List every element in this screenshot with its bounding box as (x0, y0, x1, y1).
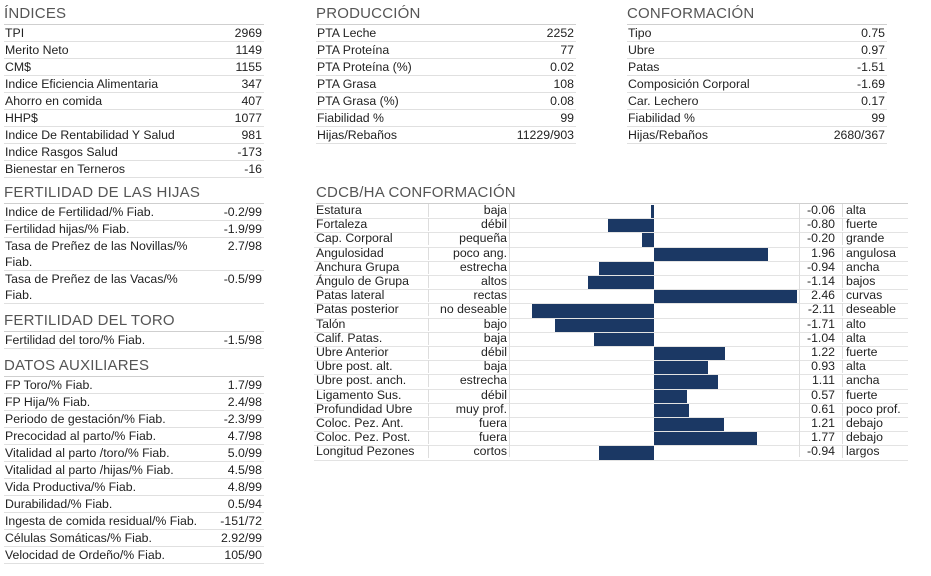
row-value: -0.5/99 (223, 272, 262, 286)
value-label: 0.93 (811, 359, 835, 374)
high-label: alta (842, 204, 866, 217)
row-label: PTA Proteína (%) (317, 60, 412, 74)
value-label: -2.11 (807, 302, 835, 317)
bar (654, 390, 687, 403)
low-label: estrecha (428, 374, 507, 387)
auxiliares-row (4, 445, 264, 462)
bar (588, 276, 654, 289)
row-label: Fertilidad del toro/% Fiab. (5, 333, 146, 347)
row-label: Fertilidad hijas/% Fiab. (5, 222, 130, 236)
produccion-row (316, 110, 576, 127)
high-label: poco prof. (842, 403, 901, 416)
trait-label: Ubre post. alt. (316, 359, 393, 374)
row-label: Indice Rasgos Salud (5, 145, 118, 159)
value-label: -1.71 (806, 316, 835, 331)
value-label: 0.57 (811, 387, 835, 402)
low-label: pequeña (428, 232, 507, 245)
value-label: -0.94 (806, 259, 835, 274)
high-label: largos (842, 445, 880, 458)
high-label: alto (842, 318, 866, 331)
trait-label: Ángulo de Grupa (316, 274, 409, 288)
fertilidad-hijas-title: FERTILIDAD DE LAS HIJAS (4, 184, 264, 204)
bar (642, 233, 654, 246)
value-label: 1.77 (811, 430, 835, 445)
high-label: fuerte (842, 346, 877, 359)
trait-label: Patas lateral (316, 288, 385, 303)
row-label: Car. Lechero (628, 94, 699, 108)
conformacion-table (627, 25, 887, 144)
produccion-table (316, 25, 576, 144)
row-value: 11229/903 (516, 128, 574, 142)
row-value: 0.75 (861, 26, 885, 40)
low-label: rectas (428, 289, 507, 302)
produccion-row (316, 76, 576, 93)
row-label: Ahorro en comida (5, 94, 103, 108)
low-label: débil (428, 218, 507, 231)
low-label: débil (428, 346, 507, 359)
row-label: Fiabilidad % (317, 111, 384, 125)
fertilidad-toro-table (4, 332, 264, 349)
row-label: TPI (5, 26, 25, 40)
row-label: PTA Proteína (317, 43, 390, 57)
auxiliares-row (4, 411, 264, 428)
indices-row (4, 110, 264, 127)
row-value: 1149 (235, 43, 262, 57)
indices-row (4, 76, 264, 93)
value-label: 0.61 (811, 401, 835, 416)
low-label: débil (428, 389, 507, 402)
bar (654, 418, 724, 431)
trait-label: Ligamento Sus. (316, 387, 402, 402)
low-label: poco ang. (428, 247, 507, 260)
produccion-title: PRODUCCIÓN (316, 5, 576, 25)
bar (654, 347, 725, 360)
indices-row (4, 93, 264, 110)
row-value: 77 (560, 43, 574, 57)
bar (594, 333, 654, 346)
bar (654, 375, 718, 388)
row-label: Hijas/Rebaños (628, 128, 708, 142)
row-value: 1155 (235, 60, 262, 74)
trait-label: Fortaleza (316, 217, 368, 232)
trait-label: Estatura (316, 203, 362, 217)
fertilidad-hijas-table (4, 204, 264, 304)
auxiliares-row (4, 462, 264, 479)
auxiliares-row (4, 377, 264, 394)
low-label: baja (428, 360, 507, 373)
row-label: Vitalidad al parto /hijas/% Fiab. (5, 463, 174, 477)
low-label: estrecha (428, 261, 507, 274)
low-label: altos (428, 275, 507, 288)
conformacion-row (627, 42, 887, 59)
row-label: Durabilidad/% Fiab. (5, 497, 113, 511)
row-label: Ubre (628, 43, 655, 57)
low-label: muy prof. (428, 403, 507, 416)
trait-label: Talón (316, 316, 346, 331)
auxiliares-table (4, 377, 264, 564)
value-label: 1.21 (811, 416, 835, 430)
row-value: 2.4/98 (227, 395, 262, 409)
value-label: -0.94 (806, 444, 835, 459)
row-value: -16 (244, 162, 262, 176)
row-value: 2252 (546, 26, 574, 40)
row-label: FP Hija/% Fiab. (5, 395, 91, 409)
row-label: Hijas/Rebaños (317, 128, 397, 142)
trait-label: Patas posterior (316, 302, 399, 317)
row-label: Velocidad de Ordeño/% Fiab. (5, 548, 165, 562)
trait-label: Ubre post. anch. (316, 373, 407, 388)
low-label: baja (428, 204, 507, 217)
row-value: 105/90 (224, 548, 262, 562)
row-label: Vida Productiva/% Fiab. (5, 480, 137, 494)
value-label: -1.14 (806, 274, 835, 288)
auxiliares-row (4, 479, 264, 496)
low-label: fuera (428, 431, 507, 444)
indices-row (4, 127, 264, 144)
trait-label: Profundidad Ubre (316, 401, 413, 416)
row-value: 1077 (234, 111, 262, 125)
conformacion-row (627, 25, 887, 42)
row-label: Precocidad al parto/% Fiab. (5, 429, 157, 443)
row-label: Tasa de Preñez de las Vacas/% Fiab. (5, 272, 178, 302)
bar (654, 404, 689, 417)
high-label: fuerte (842, 389, 877, 402)
trait-label: Angulosidad (316, 245, 384, 260)
auxiliares-row (4, 394, 264, 411)
high-label: ancha (842, 374, 880, 387)
auxiliares-row (4, 530, 264, 547)
indices-row (4, 144, 264, 161)
bar (532, 304, 654, 317)
chart-bars (509, 204, 799, 459)
high-label: alta (842, 332, 866, 345)
row-label: Vitalidad al parto /toro/% Fiab. (5, 446, 170, 460)
indices-row (4, 42, 264, 59)
row-value: 0.97 (861, 43, 885, 57)
row-value: -151/72 (220, 514, 262, 528)
row-label: Tasa de Preñez de las Novillas/% Fiab. (5, 239, 188, 269)
high-label: ancha (842, 261, 880, 274)
indices-title: ÍNDICES (4, 5, 264, 25)
row-value: 2.92/99 (220, 531, 262, 545)
conformacion-row (627, 110, 887, 127)
row-label: Composición Corporal (628, 77, 750, 91)
produccion-row (316, 25, 576, 42)
bar (654, 248, 768, 261)
row-value: -1.69 (856, 77, 885, 91)
bar (654, 290, 797, 303)
indices-row (4, 161, 264, 178)
low-label: baja (428, 332, 507, 345)
high-label: deseable (842, 303, 896, 316)
value-label: -0.20 (806, 231, 835, 246)
bar (654, 361, 708, 374)
value-label: 2.46 (811, 288, 835, 303)
row-value: 0.5/94 (227, 497, 262, 511)
conformacion-title: CONFORMACIÓN (627, 5, 887, 25)
row-label: Patas (628, 60, 660, 74)
conformacion-row (627, 76, 887, 93)
row-value: 4.7/98 (227, 429, 262, 443)
auxiliares-row (4, 547, 264, 564)
fertilidad-hijas-row (4, 221, 264, 238)
row-value: 0.02 (550, 60, 574, 74)
fertilidad-hijas-row (4, 271, 264, 304)
value-label: 1.11 (811, 373, 835, 388)
high-label: curvas (842, 289, 882, 302)
row-value: -0.2/99 (223, 205, 262, 219)
row-value: 108 (553, 77, 574, 91)
produccion-row (316, 42, 576, 59)
row-value: 0.08 (550, 94, 574, 108)
high-label: alta (842, 360, 866, 373)
indices-row (4, 59, 264, 76)
row-value: 4.5/98 (227, 463, 262, 477)
auxiliares-row (4, 428, 264, 445)
row-value: 347 (241, 77, 262, 91)
trait-label: Coloc. Pez. Post. (316, 430, 411, 445)
high-label: bajos (842, 275, 875, 288)
row-label: Células Somáticas/% Fiab. (5, 531, 152, 545)
row-label: HHP$ (5, 111, 38, 125)
row-label: CM$ (5, 60, 31, 74)
trait-label: Longitud Pezones (316, 444, 415, 459)
row-label: Ingesta de comida residual/% Fiab. (5, 514, 198, 528)
chart-title: CDCB/HA CONFORMACIÓN (316, 184, 908, 204)
bar (608, 219, 654, 232)
auxiliares-row (4, 513, 264, 530)
row-value: 1.7/99 (227, 378, 262, 392)
value-label: 1.96 (811, 245, 835, 260)
trait-label: Coloc. Pez. Ant. (316, 416, 404, 430)
conformacion-row (627, 93, 887, 110)
trait-label: Cap. Corporal (316, 231, 393, 246)
row-label: Periodo de gestación/% Fiab. (5, 412, 166, 426)
fertilidad-hijas-row (4, 238, 264, 271)
low-label: fuera (428, 417, 507, 430)
low-label: bajo (428, 318, 507, 331)
row-value: 99 (560, 111, 574, 125)
auxiliares-row (4, 496, 264, 513)
auxiliares-title: DATOS AUXILIARES (4, 357, 264, 377)
row-value: 99 (871, 111, 885, 125)
row-value: 2969 (234, 26, 262, 40)
row-value: 407 (241, 94, 262, 108)
row-value: -1.5/98 (223, 333, 262, 347)
value-label: 1.22 (811, 345, 835, 359)
row-value: -2.3/99 (223, 412, 262, 426)
row-label: PTA Grasa (317, 77, 377, 91)
indices-table (4, 25, 264, 178)
bar (651, 205, 654, 218)
fertilidad-toro-title: FERTILIDAD DEL TORO (4, 312, 264, 332)
trait-label: Calif. Patas. (316, 330, 383, 345)
produccion-row (316, 59, 576, 76)
produccion-row (316, 127, 576, 144)
bar (599, 446, 654, 459)
row-value: 2680/367 (833, 128, 885, 142)
row-value: 4.8/99 (227, 480, 262, 494)
fertilidad-toro-row (4, 332, 264, 349)
row-label: PTA Leche (317, 26, 377, 40)
fertilidad-hijas-row (4, 204, 264, 221)
bar (555, 319, 654, 332)
row-label: FP Toro/% Fiab. (5, 378, 93, 392)
high-label: fuerte (842, 218, 877, 231)
row-value: 2.7/98 (227, 239, 262, 253)
row-label: Indice de Fertilidad/% Fiab. (5, 205, 155, 219)
conformacion-row (627, 59, 887, 76)
conformacion-row (627, 127, 887, 144)
row-value: 5.0/99 (227, 446, 262, 460)
trait-label: Ubre Anterior (316, 345, 389, 359)
row-label: Merito Neto (5, 43, 69, 57)
bar (654, 432, 757, 445)
row-label: Tipo (628, 26, 652, 40)
value-label: -0.06 (806, 203, 835, 217)
row-label: PTA Grasa (%) (317, 94, 399, 108)
high-label: debajo (842, 417, 883, 430)
row-value: 981 (241, 128, 262, 142)
row-label: Bienestar en Terneros (5, 162, 126, 176)
row-value: 0.17 (861, 94, 885, 108)
high-label: grande (842, 232, 884, 245)
trait-label: Anchura Grupa (316, 259, 400, 274)
high-label: angulosa (842, 247, 896, 260)
bar (599, 262, 654, 275)
row-value: -1.51 (856, 60, 885, 74)
produccion-row (316, 93, 576, 110)
row-value: -173 (237, 145, 262, 159)
row-value: -1.9/99 (223, 222, 262, 236)
low-label: no deseable (428, 303, 507, 316)
value-label: -1.04 (806, 330, 835, 345)
indices-row (4, 25, 264, 42)
low-label: cortos (428, 445, 507, 458)
value-label: -0.80 (806, 217, 835, 232)
high-label: debajo (842, 431, 883, 444)
row-label: Indice De Rentabilidad Y Salud (5, 128, 175, 142)
row-label: Indice Eficiencia Alimentaria (5, 77, 159, 91)
row-label: Fiabilidad % (628, 111, 695, 125)
